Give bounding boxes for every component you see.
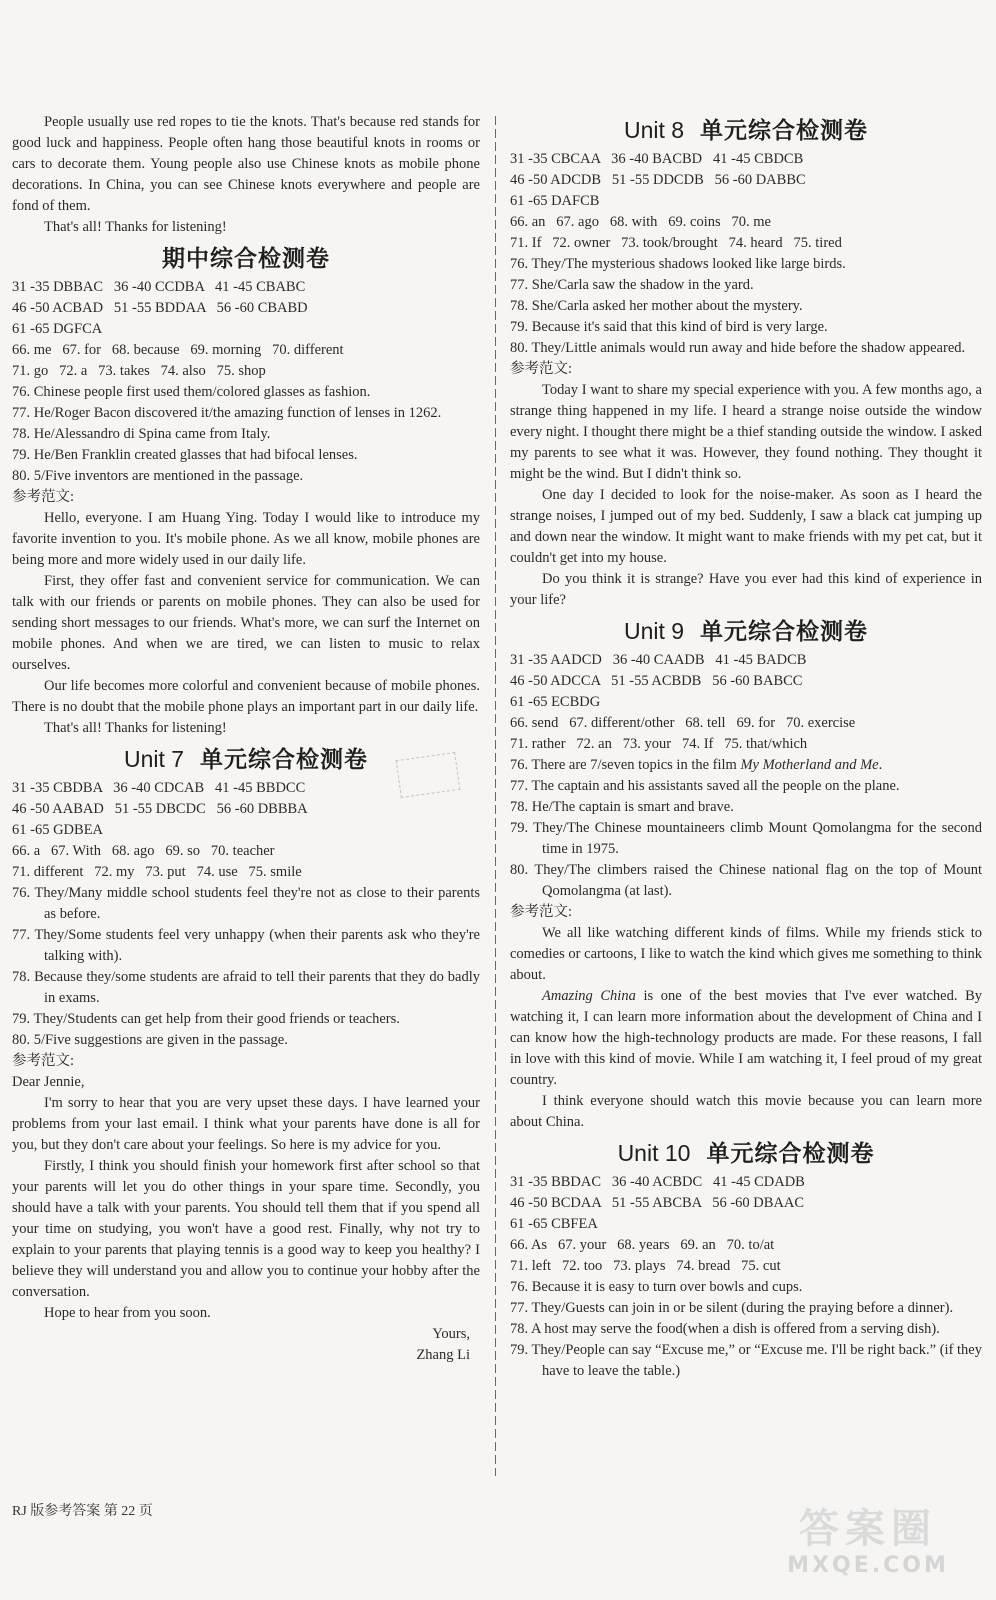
essay-text: is one of the best movies that I've ever watched. By watching it, I can learn more information about the development of China and I can know how the high-technology products are made. For these reasons, I fall in love with this kind of movie. While I am watching it, I feel proud of my great country. — [510, 988, 982, 1088]
answer-line: 31 -35 AADCD 36 -40 CAADB 41 -45 BADCB — [510, 652, 807, 668]
unit10-heading — [510, 1135, 982, 1171]
answer-item-text: 76. There are 7/seven topics in the film — [510, 757, 741, 773]
essay-paragraph: Hope to hear from you soon. — [44, 1305, 211, 1321]
answer-line: 71. If 72. owner 73. took/brought 74. heard 75. tired — [510, 235, 842, 251]
answer-item: 79. They/People can say “Excuse me,” or “Excuse me. I'll be right back.” (if they have to leave the table.) — [510, 1342, 982, 1379]
letter-signature: Zhang Li — [416, 1347, 470, 1363]
answer-item-end: . — [878, 757, 883, 773]
essay-paragraph — [510, 986, 982, 1091]
answer-line: 46 -50 ADCDB 51 -55 DDCDB 56 -60 DABBC — [510, 172, 806, 188]
answer-item: 77. He/Roger Bacon discovered it/the amazing function of lenses in 1262. — [12, 405, 442, 421]
unit10-heading-en: Unit 10 — [617, 1140, 691, 1166]
answer-line: 71. left 72. too 73. plays 74. bread 75. cut — [510, 1258, 781, 1274]
answer-line: 46 -50 AABAD 51 -55 DBCDC 56 -60 DBBBA — [12, 801, 308, 817]
answer-line: 71. rather 72. an 73. your 74. If 75. that/which — [510, 736, 808, 752]
answer-line: 46 -50 ADCCA 51 -55 ACBDB 56 -60 BABCC — [510, 673, 803, 689]
unit9-heading — [510, 613, 982, 649]
intro-paragraph: People usually use red ropes to tie the knots. That's because red stands for good luck and happiness. People often hang those beautiful knots in rooms or cars to decorate them. Young people also use Chinese knots as mobile phone decorations. In China, you can see Chinese knots everywhere and people are fond of them. — [12, 114, 480, 214]
answer-item: 79. He/Ben Franklin created glasses that had bifocal lenses. — [12, 447, 358, 463]
answer-line: 61 -65 DAFCB — [510, 193, 600, 209]
unit7-heading-en: Unit 7 — [123, 746, 185, 772]
midterm-heading: 期中综合检测卷 — [162, 245, 330, 271]
essay-paragraph: We all like watching different kinds of films. While my friends stick to comedies or cartoons, I like to watch the kind which gives me something to think about. — [510, 925, 982, 983]
sample-essay-label: 参考范文: — [510, 361, 573, 377]
answer-line: 46 -50 ACBAD 51 -55 BDDAA 56 -60 CBABD — [12, 300, 308, 316]
sample-essay-label: 参考范文: — [12, 1053, 75, 1069]
answer-line: 66. a 67. With 68. ago 69. so 70. teacher — [12, 843, 275, 859]
answer-item: 80. 5/Five inventors are mentioned in the passage. — [12, 468, 304, 484]
answer-line: 31 -35 CBCAA 36 -40 BACBD 41 -45 CBDCB — [510, 151, 804, 167]
unit9-heading-en: Unit 9 — [623, 618, 685, 644]
sample-essay-label: 参考范文: — [510, 904, 573, 920]
answer-line: 66. send 67. different/other 68. tell 69. for 70. exercise — [510, 715, 856, 731]
answer-item: 80. 5/Five suggestions are given in the passage. — [12, 1032, 288, 1048]
essay-paragraph: I think everyone should watch this movie because you can learn more about China. — [510, 1093, 982, 1130]
essay-paragraph: Do you think it is strange? Have you ever had this kind of experience in your life? — [510, 571, 982, 608]
essay-paragraph: That's all! Thanks for listening! — [44, 720, 227, 736]
answer-line: 61 -65 CBFEA — [510, 1216, 598, 1232]
answer-item: 78. He/The captain is smart and brave. — [510, 799, 734, 815]
answer-line: 66. an 67. ago 68. with 69. coins 70. me — [510, 214, 771, 230]
sample-essay-label: 参考范文: — [12, 489, 75, 505]
answer-line: 31 -35 DBBAC 36 -40 CCDBA 41 -45 CBABC — [12, 279, 306, 295]
answer-item: 78. He/Alessandro di Spina came from Italy. — [12, 426, 271, 442]
intro-closing: That's all! Thanks for listening! — [44, 219, 227, 235]
right-column — [510, 112, 982, 1382]
answer-item: 76. They/Many middle school students feel they're not as close to their parents as before. — [12, 885, 480, 922]
answer-item: 77. She/Carla saw the shadow in the yard. — [510, 277, 754, 293]
letter-greeting: Dear Jennie, — [12, 1074, 85, 1090]
film-title: My Motherland and Me — [740, 757, 879, 773]
answer-line: 61 -65 DGFCA — [12, 321, 103, 337]
answer-line: 66. me 67. for 68. because 69. morning 70. different — [12, 342, 344, 358]
essay-paragraph: One day I decided to look for the noise-maker. As soon as I heard the strange noises, I jumped out of my bed. Suddenly, I saw a black cat jumping up and down near the window. It might want to make friends with my pet cat, but it couldn't get into my house. — [510, 487, 982, 566]
answer-line: 31 -35 BBDAC 36 -40 ACBDC 41 -45 CDADB — [510, 1174, 805, 1190]
answer-item: 78. She/Carla asked her mother about the mystery. — [510, 298, 803, 314]
answer-item: 76. Because it is easy to turn over bowls and cups. — [510, 1279, 803, 1295]
essay-paragraph: Firstly, I think you should finish your homework first after school so that your parents will let you do other things in your spare time. Secondly, you should have a talk with your parents. You should tell them that if you spend all your time on studying, you won't have a good rest. Finally, why not try to explain to your parents that playing tennis is a good way to keep you healthy? I believe they will understand you and allow you to continue your hobby after the conversation. — [12, 1158, 480, 1300]
essay-paragraph: I'm sorry to hear that you are very upset these days. I have learned your problems from your last email. I think what your parents have done is all for you, but they don't care about your feelings. So here is my advice for you. — [12, 1095, 480, 1153]
unit10-heading-cn: 单元综合检测卷 — [706, 1140, 875, 1166]
watermark-line2: MXQE.COM — [787, 1553, 949, 1578]
unit8-heading-en: Unit 8 — [623, 117, 685, 143]
letter-closing: Yours, — [432, 1326, 470, 1342]
left-column — [12, 112, 480, 1366]
answer-line: 61 -65 GDBEA — [12, 822, 104, 838]
answer-line: 61 -65 ECBDG — [510, 694, 601, 710]
essay-paragraph: Our life becomes more colorful and convenient because of mobile phones. There is no doubt that the mobile phone plays an important part in our daily life. — [12, 678, 480, 715]
answer-line: 31 -35 CBDBA 36 -40 CDCAB 41 -45 BBDCC — [12, 780, 306, 796]
film-title: Amazing China — [542, 988, 636, 1004]
answer-item: 78. A host may serve the food(when a dish is offered from a serving dish). — [510, 1321, 940, 1337]
answer-line: 71. go 72. a 73. takes 74. also 75. shop — [12, 363, 266, 379]
answer-item: 78. Because they/some students are afraid to tell their parents that they do badly in exams. — [12, 969, 480, 1006]
answer-line: 66. As 67. your 68. years 69. an 70. to/at — [510, 1237, 775, 1253]
answer-item: 76. They/The mysterious shadows looked like large birds. — [510, 256, 846, 272]
answer-item: 80. They/The climbers raised the Chinese national flag on the top of Mount Qomolangma (at last). — [510, 862, 982, 899]
answer-item: 77. They/Some students feel very unhappy (when their parents ask who they're talking with). — [12, 927, 480, 964]
essay-paragraph: First, they offer fast and convenient service for communication. We can talk with our friends or parents on mobile phones. They can also be used for sending short messages to our friends. What's more, we can surf the Internet on mobile phones. And when we are tired, we can listen to music to relax ourselves. — [12, 573, 480, 673]
answer-item: 77. They/Guests can join in or be silent (during the praying before a dinner). — [510, 1300, 954, 1316]
answer-line: 46 -50 BCDAA 51 -55 ABCBA 56 -60 DBAAC — [510, 1195, 805, 1211]
unit7-heading-cn: 单元综合检测卷 — [200, 746, 369, 772]
column-divider — [492, 116, 498, 1476]
watermark-logo — [768, 1505, 968, 1585]
unit8-heading — [510, 112, 982, 148]
unit9-heading-cn: 单元综合检测卷 — [700, 618, 869, 644]
answer-line: 71. different 72. my 73. put 74. use 75. smile — [12, 864, 302, 880]
answer-item: 77. The captain and his assistants saved all the people on the plane. — [510, 778, 900, 794]
answer-item: 79. Because it's said that this kind of bird is very large. — [510, 319, 828, 335]
watermark-line1: 答案圈 — [799, 1506, 937, 1552]
answer-item: 76. Chinese people first used them/colored glasses as fashion. — [12, 384, 371, 400]
answer-item — [510, 755, 982, 776]
answer-item: 79. They/The Chinese mountaineers climb Mount Qomolangma for the second time in 1975. — [510, 820, 982, 857]
page-footer: RJ 版参考答案 第 22 页 — [12, 1504, 153, 1519]
essay-paragraph: Hello, everyone. I am Huang Ying. Today I would like to introduce my favorite invention to you. It's mobile phone. As we all know, mobile phones are being more and more widely used in our daily life. — [12, 510, 480, 568]
unit8-heading-cn: 单元综合检测卷 — [700, 117, 869, 143]
essay-paragraph: Today I want to share my special experience with you. A few months ago, a strange thing happened in my life. I heard a strange noise outside the window every night. I thought there might be a thief standing outside the window. I asked my parents to see what it was. However, they found nothing. They thought it might be the wind. But I didn't think so. — [510, 382, 982, 482]
answer-item: 80. They/Little animals would run away and hide before the shadow appeared. — [510, 340, 966, 356]
answer-item: 79. They/Students can get help from their good friends or teachers. — [12, 1011, 400, 1027]
